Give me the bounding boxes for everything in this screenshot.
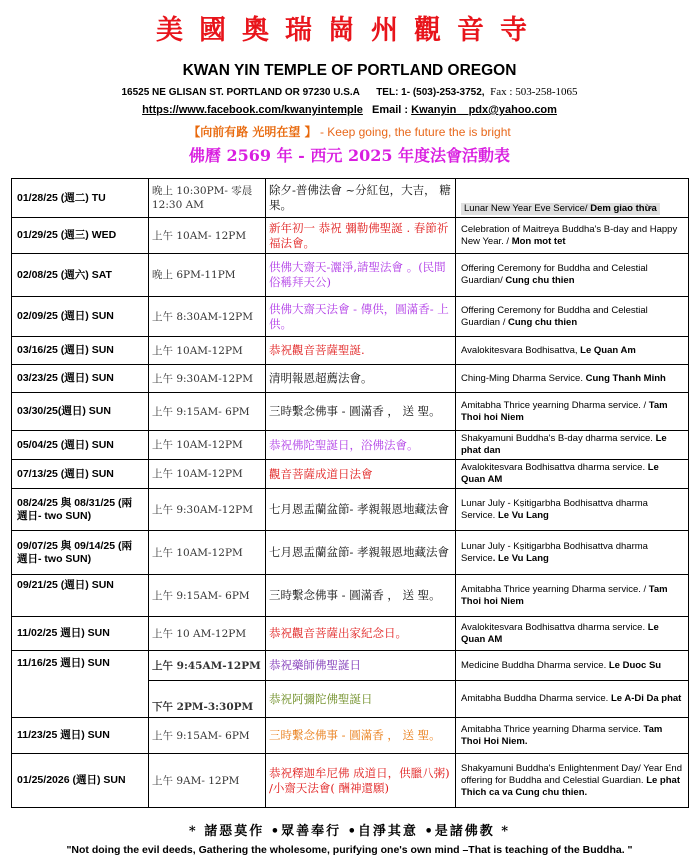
- event-english-title: [456, 575, 689, 617]
- event-chinese-title: 恭祝釋迦牟尼佛 成道日，供臘八粥) /小齋天法會( 酬神還願): [266, 754, 456, 808]
- event-vietnamese-name: Tam Thoi hoi Niem: [461, 399, 668, 423]
- event-time: 上午 10AM-12PM: [149, 337, 266, 365]
- event-english-title: [456, 460, 689, 489]
- temple-title-english: KWAN YIN TEMPLE OF PORTLAND OREGON: [182, 62, 517, 79]
- footer-english-teaching: "Not doing the evil deeds, Gathering the wholesome, purifying one's own mind –That is teaching of the Buddha. ": [66, 844, 633, 856]
- event-english-title: [456, 297, 689, 337]
- event-vietnamese-name: Tam Thoi Hoi Niem.: [461, 723, 663, 747]
- event-date: 08/24/25 與 08/31/25 (兩 週日- two SUN): [12, 489, 149, 531]
- event-english-title: [456, 681, 689, 718]
- event-time: 上午 10AM-12PM: [149, 531, 266, 575]
- event-english-text: Shakyamuni Buddha's Enlightenment Day/ Year End offering for Buddha and Celestial Guardian.: [461, 762, 682, 786]
- temple-title-chinese: 美國奧瑞崗州觀音寺: [156, 15, 543, 46]
- event-chinese-title: 清明報恩超薦法會。: [266, 365, 456, 393]
- event-vietnamese-name: Le phat Thich ca va Cung chu thien.: [461, 774, 680, 798]
- table-row: [12, 754, 689, 808]
- table-row: [12, 179, 689, 218]
- event-english-text: Amitabha Buddha Dharma service.: [461, 693, 611, 704]
- event-chinese-title: 三時繫念佛事 - 圓滿香 ， 送 聖。: [266, 575, 456, 617]
- table-row: [12, 393, 689, 431]
- event-chinese-title: 恭祝佛陀聖誕日，浴佛法會。: [266, 431, 456, 460]
- event-english-text: Amitabha Thrice yearning Dharma service.: [461, 723, 644, 735]
- event-time: 晚上 10:30PM- 零晨 12:30 AM: [149, 179, 266, 218]
- event-english-text: Avalokitesvara Bodhisattva,: [461, 344, 581, 356]
- event-english-title: [456, 531, 689, 575]
- event-chinese-title: 除夕-普佛法會 ~分紅包，大吉， 糖果。: [266, 179, 456, 218]
- email-label: Email :: [371, 104, 409, 116]
- event-vietnamese-name: Le Quan AM: [461, 621, 659, 645]
- event-chinese-title: 供佛大齋天-灑淨,請聖法會 。(民間俗稱拜天公): [266, 254, 456, 297]
- event-english-title: [456, 617, 689, 651]
- table-row: [12, 254, 689, 297]
- email-link[interactable]: Kwanyin _ pdx@yahoo.com: [411, 104, 557, 116]
- event-chinese-title: 恭祝觀音菩薩聖誕.: [266, 337, 456, 365]
- table-row: [12, 337, 689, 365]
- event-date: 11/16/25 週日) SUN: [12, 651, 149, 718]
- event-chinese-title: 七月恩盂蘭盆節- 孝親報恩地藏法會: [266, 531, 456, 575]
- event-english-title: [456, 337, 689, 365]
- table-row: [12, 218, 689, 254]
- table-row: [12, 651, 689, 681]
- table-row: [12, 365, 689, 393]
- event-chinese-title: 七月恩盂蘭盆節- 孝親報恩地藏法會: [266, 489, 456, 531]
- table-row: [12, 617, 689, 651]
- event-date: 03/23/25 (週日) SUN: [12, 365, 149, 393]
- event-time: 上午 10AM-12PM: [149, 431, 266, 460]
- event-time: 上午 9:30AM-12PM: [149, 365, 266, 393]
- events-table-body: [12, 179, 689, 808]
- event-date: 07/13/25 (週日) SUN: [12, 460, 149, 489]
- event-chinese-title: 恭祝觀音菩薩出家紀念日。: [266, 617, 456, 651]
- event-english-text: Amitabha Thrice yearning Dharma service. /: [461, 583, 649, 595]
- event-vietnamese-name: Mon mot tet: [511, 235, 566, 247]
- event-english-text: Medicine Buddha Dharma service.: [461, 659, 609, 671]
- event-chinese-title: 三時繫念佛事 - 圓滿香 ， 送 聖。: [266, 393, 456, 431]
- events-table: [11, 178, 689, 808]
- schedule-year-title: 佛曆 2569 年 - 西元 2025 年度法會活動表: [188, 146, 511, 165]
- event-vietnamese-name: Le Quan AM: [461, 462, 659, 485]
- event-vietnamese-name: Le phat dan: [461, 433, 667, 456]
- table-row: [12, 575, 689, 617]
- event-time: 上午 10AM- 12PM: [149, 218, 266, 254]
- event-chinese-title: 新年初一 恭祝 彌勒佛聖誕 . 春節祈福法會。: [266, 218, 456, 254]
- motto-chinese: 【向前有路 光明在望 】: [188, 125, 317, 139]
- event-english-text: Lunar New Year Eve Service/: [464, 203, 591, 214]
- event-vietnamese-name: . Le Vu Lang: [492, 552, 549, 564]
- event-english-title: [456, 718, 689, 754]
- telephone: TEL: 1- (503)-253-3752,: [376, 87, 485, 98]
- facebook-link[interactable]: https://www.facebook.com/kwanyintemple: [142, 104, 363, 116]
- contact-links-line: [0, 103, 699, 117]
- event-english-title: [456, 218, 689, 254]
- event-chinese-title: 觀音菩薩成道日法會: [266, 460, 456, 489]
- gray-band: [461, 203, 660, 215]
- event-english-text: Celebration of Maitreya Buddha's B-day and Happy New Year. /: [461, 223, 678, 247]
- event-time: 上午 9:30AM-12PM: [149, 489, 266, 531]
- event-vietnamese-name: Tam Thoi hoi Niem: [461, 583, 668, 607]
- event-english-text: Ching-Ming Dharma Service.: [461, 372, 586, 384]
- table-row: [12, 460, 689, 489]
- event-date: 09/21/25 (週日) SUN: [12, 575, 149, 617]
- event-english-title: [456, 179, 689, 218]
- table-row: [12, 489, 689, 531]
- event-english-title: [456, 489, 689, 531]
- fax-number: Fax : 503-258-1065: [490, 86, 578, 98]
- event-english-text: Offering Ceremony for Buddha and Celestial Guardian/: [461, 263, 648, 286]
- event-date: 09/07/25 與 09/14/25 (兩 週日- two SUN): [12, 531, 149, 575]
- event-time: 上午 10AM-12PM: [149, 460, 266, 489]
- event-time: 上午 10 AM-12PM: [149, 617, 266, 651]
- event-english-text: Lunar July - Kṣitigarbha Bodhisattva dharma Service: [461, 540, 648, 564]
- event-vietnamese-name: Le Duoc Su: [608, 659, 662, 671]
- event-english-title: [456, 365, 689, 393]
- event-english-title: [456, 431, 689, 460]
- event-date: 02/08/25 (週六) SAT: [12, 254, 149, 297]
- table-row: [12, 718, 689, 754]
- event-date: 01/28/25 (週二) TU: [12, 179, 149, 218]
- event-english-text: Avalokitesvara Bodhisattva dharma service.: [461, 621, 648, 633]
- event-vietnamese-name: Le Quan Am: [580, 344, 636, 356]
- event-vietnamese-name: Le A-Di Da phat: [610, 693, 682, 704]
- event-english-title: [456, 651, 689, 681]
- contact-address-line: [0, 86, 699, 99]
- event-date: 11/23/25 週日) SUN: [12, 718, 149, 754]
- event-time: 上午 9:15AM- 6PM: [149, 718, 266, 754]
- street-address: 16525 NE GLISAN ST. PORTLAND OR 97230 U.S.A: [121, 87, 360, 98]
- event-time: 上午 9:15AM- 6PM: [149, 575, 266, 617]
- event-vietnamese-name: Cung chu thien: [508, 316, 578, 328]
- motto-english: - Keep going, the future the is bright: [316, 125, 511, 139]
- event-vietnamese-name: Cung chu thien: [505, 275, 575, 286]
- event-english-text: Avalokitesvara Bodhisattva dharma service.: [461, 462, 648, 473]
- event-time: 晚上 6PM-11PM: [149, 254, 266, 297]
- event-date: 01/29/25 (週三) WED: [12, 218, 149, 254]
- event-time: 上午 9AM- 12PM: [149, 754, 266, 808]
- event-english-text: Offering Ceremony for Buddha and Celestial Guardian /: [461, 304, 648, 328]
- event-time: 上午 9:45AM-12PM: [149, 651, 266, 681]
- event-time: 上午 8:30AM-12PM: [149, 297, 266, 337]
- event-chinese-title: 恭祝阿彌陀佛聖誕日: [266, 681, 456, 718]
- motto-line: [0, 125, 699, 140]
- event-date: 05/04/25 (週日) SUN: [12, 431, 149, 460]
- event-date: 03/16/25 (週日) SUN: [12, 337, 149, 365]
- event-english-title: [456, 754, 689, 808]
- table-row: [12, 531, 689, 575]
- event-date: 02/09/25 (週日) SUN: [12, 297, 149, 337]
- event-chinese-title: 供佛大齋天法會 - 傳供，圓滿香- 上供。: [266, 297, 456, 337]
- event-date: 11/02/25 週日) SUN: [12, 617, 149, 651]
- event-chinese-title: 三時繫念佛事 - 圓滿香 ， 送 聖。: [266, 718, 456, 754]
- event-vietnamese-name: Cung Thanh Minh: [585, 372, 666, 384]
- event-vietnamese-name: Le Vu Lang: [497, 509, 549, 521]
- event-time: 上午 9:15AM- 6PM: [149, 393, 266, 431]
- event-chinese-title: 恭祝藥師佛聖誕日: [266, 651, 456, 681]
- table-row: [12, 431, 689, 460]
- event-english-title: [456, 393, 689, 431]
- table-row: [12, 297, 689, 337]
- event-vietnamese-name: Dem giao thừa: [590, 203, 657, 214]
- event-english-text: Shakyamuni Buddha's B-day dharma service.: [461, 433, 656, 444]
- event-english-text: Lunar July - Kṣitigarbha Bodhisattva dharma Service.: [461, 497, 648, 521]
- event-english-text: Amitabha Thrice yearning Dharma service. /: [461, 399, 649, 411]
- event-english-title: [456, 254, 689, 297]
- event-date: 01/25/2026 (週日) SUN: [12, 754, 149, 808]
- footer-chinese-teaching: * 諸惡莫作 •眾善奉行 •自淨其意 •是諸佛教 *: [188, 824, 511, 839]
- event-time: 下午 2PM-3:30PM: [149, 681, 266, 718]
- event-date: 03/30/25(週日) SUN: [12, 393, 149, 431]
